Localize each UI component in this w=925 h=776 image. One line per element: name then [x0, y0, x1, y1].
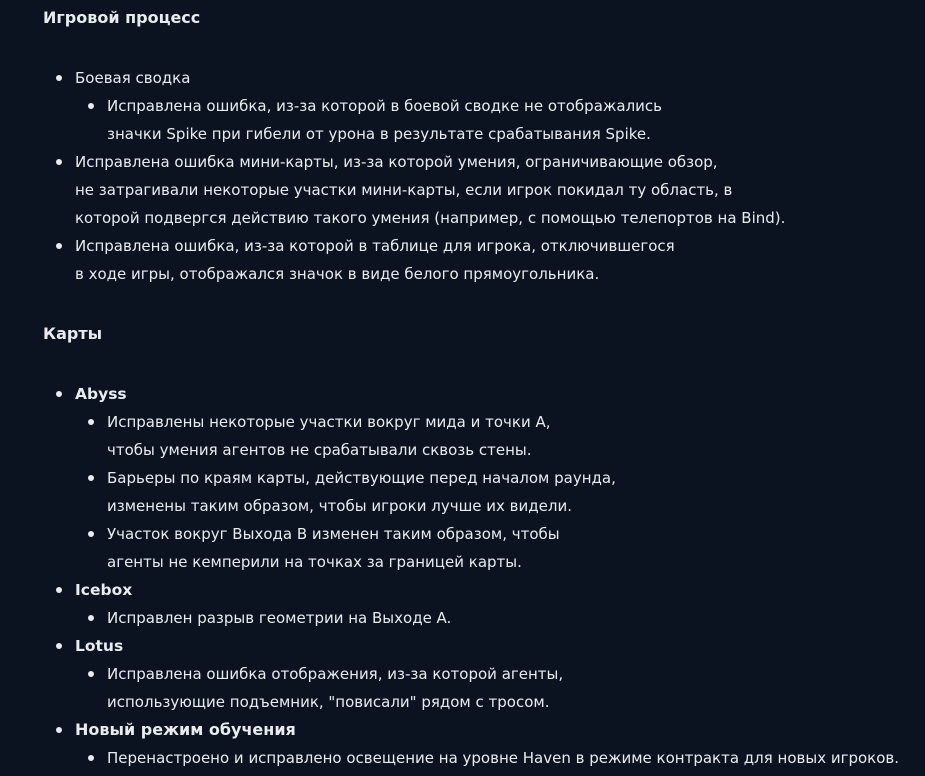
bullet-dot [56, 391, 62, 397]
new-training-fix1: Перенастроено и исправлено освещение на уровне Haven в режиме контракта для новых игроков. [107, 749, 900, 767]
abyss-fix3-line2: агенты не кемперили на точках за границей карты. [107, 553, 522, 571]
list-item-combat-report: Боевая сводка [75, 69, 191, 87]
bullet-circle [88, 671, 94, 677]
lotus-fix1-line2: использующие подъемник, "повисали" рядом с тросом. [107, 693, 550, 711]
lotus-fix1-line1: Исправлена ошибка отображения, из-за которой агенты, [107, 665, 564, 683]
scoreboard-fix-line1: Исправлена ошибка, из-за которой в таблице для игрока, отключившегося [75, 237, 675, 255]
bullet-circle [88, 615, 94, 621]
bullet-dot [56, 243, 62, 249]
abyss-fix1-line2: чтобы умения агентов не срабатывали сквозь стены. [107, 441, 532, 459]
section-title-maps: Карты [43, 324, 103, 343]
map-label-icebox: Icebox [75, 581, 133, 599]
scoreboard-fix-line2: в ходе игры, отображался значок в виде белого прямоугольника. [75, 265, 600, 283]
bullet-circle [88, 475, 94, 481]
abyss-fix2-line1: Барьеры по краям карты, действующие перед началом раунда, [107, 469, 616, 487]
bullet-dot [56, 643, 62, 649]
abyss-fix1-line1: Исправлены некоторые участки вокруг мида и точки A, [107, 413, 551, 431]
map-label-abyss: Abyss [75, 385, 127, 403]
abyss-fix2-line2: изменены таким образом, чтобы игроки лучше их видели. [107, 497, 572, 515]
bullet-circle [88, 531, 94, 537]
bullet-dot [56, 75, 62, 81]
icebox-fix1: Исправлен разрыв геометрии на Выходе A. [107, 609, 452, 627]
section-title-gameplay: Игровой процесс [43, 8, 201, 27]
bullet-circle [88, 419, 94, 425]
minimap-fix-line3: которой подвергся действию такого умения (например, с помощью телепортов на Bind). [75, 209, 786, 227]
combat-report-fix-line1: Исправлена ошибка, из-за которой в боевой сводке не отображались [107, 97, 663, 115]
bullet-dot [56, 727, 62, 733]
bullet-circle [88, 103, 94, 109]
minimap-fix-line2: не затрагивали некоторые участки мини-карты, если игрок покидал ту область, в [75, 181, 733, 199]
bullet-circle [88, 755, 94, 761]
label-new-training-mode: Новый режим обучения [75, 720, 296, 739]
bullet-dot [56, 587, 62, 593]
minimap-fix-line1: Исправлена ошибка мини-карты, из-за которой умения, ограничивающие обзор, [75, 153, 718, 171]
bullet-dot [56, 159, 62, 165]
combat-report-fix-line2: значки Spike при гибели от урона в результате срабатывания Spike. [107, 125, 651, 143]
map-label-lotus: Lotus [75, 637, 124, 655]
abyss-fix3-line1: Участок вокруг Выхода B изменен таким образом, чтобы [107, 525, 560, 543]
